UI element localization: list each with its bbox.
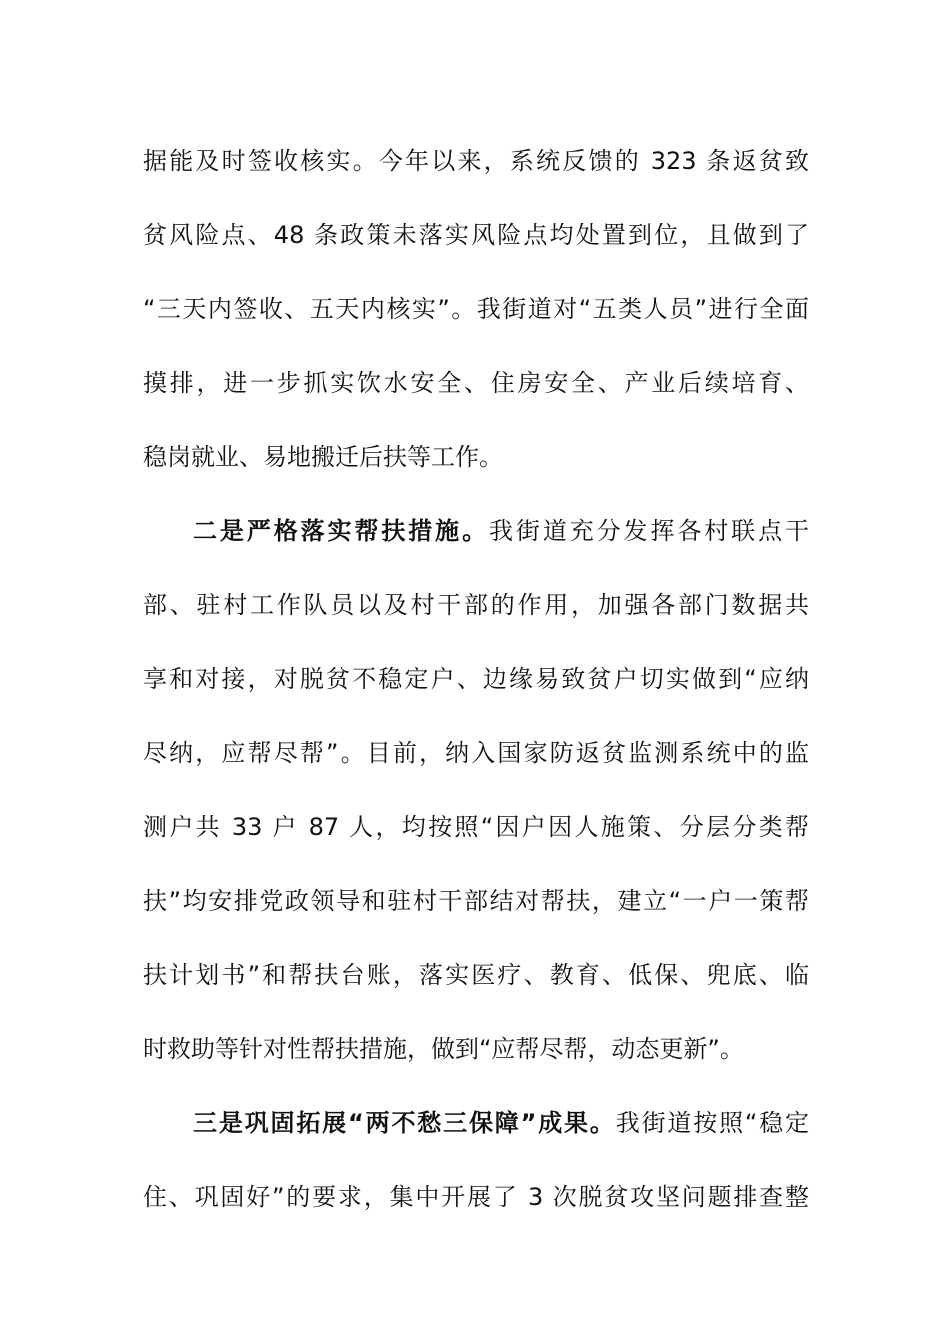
text-line: 据能及时签收核实。今年以来，系统反馈的 323 条返贫致 [143,147,809,175]
text-line: 扶”均安排党政领导和驻村干部结对帮扶，建立“一户一策帮 [143,887,809,915]
paragraph-3 [143,1086,809,1234]
text-line: 摸排，进一步抓实饮水安全、住房安全、产业后续培育、 [143,369,809,397]
text-line: 享和对接，对脱贫不稳定户、边缘易致贫户切实做到“应纳 [143,665,809,693]
document-body [143,124,809,1234]
paragraph-1 [143,124,809,494]
text-line: 测户共 33 户 87 人，均按照“因户因人施策、分层分类帮 [143,813,809,841]
text-line: “三天内签收、五天内核实”。我街道对“五类人员”进行全面 [143,295,809,323]
text-line: 住、巩固好”的要求，集中开展了 3 次脱贫攻坚问题排查整 [143,1183,809,1211]
text-line: 扶计划书”和帮扶台账，落实医疗、教育、低保、兜底、临 [143,961,809,989]
paragraph-heading: 二是严格落实帮扶措施。 [193,517,489,545]
text-line: 贫风险点、48 条政策未落实风险点均处置到位，且做到了 [143,221,809,249]
paragraph-text: 我街道按照“稳定 [615,1109,809,1137]
text-line: 时救助等针对性帮扶措施，做到“应帮尽帮，动态更新”。 [143,1035,744,1063]
text-line [143,494,809,568]
paragraph-2 [143,494,809,1086]
text-line: 稳岗就业、易地搬迁后扶等工作。 [143,443,503,471]
text-line: 部、驻村工作队员以及村干部的作用，加强各部门数据共 [143,591,809,619]
paragraph-heading: 三是巩固拓展“两不愁三保障”成果。 [193,1109,616,1137]
paragraph-text: 我街道充分发挥各村联点干 [489,517,809,545]
text-line: 尽纳，应帮尽帮”。目前，纳入国家防返贫监测系统中的监 [143,739,809,767]
text-line [143,1086,809,1160]
